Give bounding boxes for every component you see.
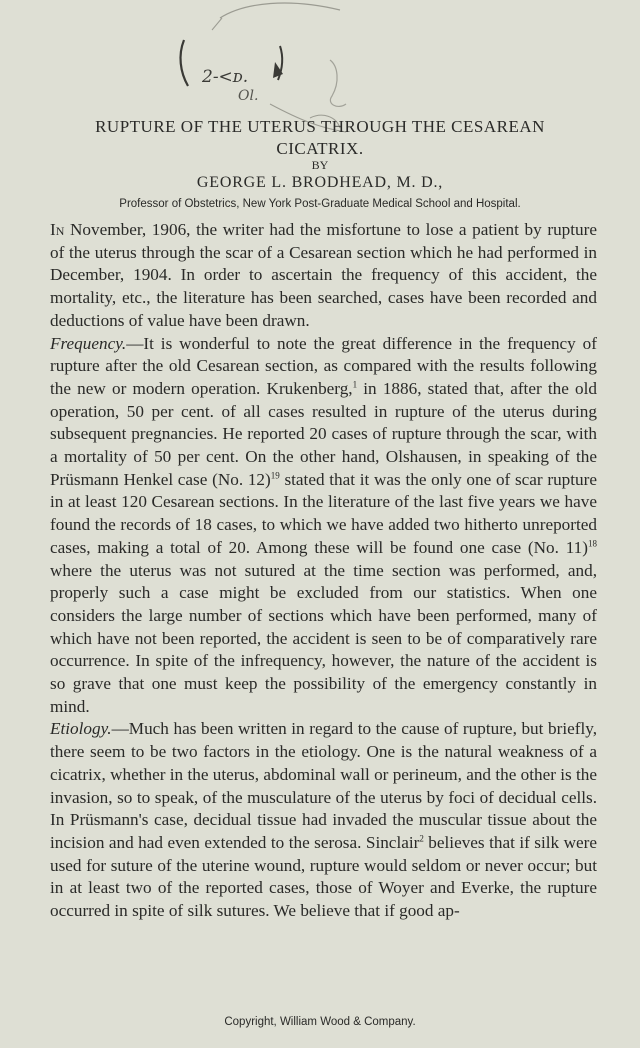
article-title <box>30 116 610 160</box>
paragraph-intro <box>50 219 597 333</box>
paragraph-text: —Much has been written in regard to the cause of rupture, but briefly, there seem to be two factors in the etiology. One is the natural weakness of a cicatrix, whether in the uterus, abdominal wall or perineum, and the other is the invasion, so to speak, of the musculature of the uterus by foci of decidual cells. In Prüsmann's case, decidual tissue had invaded the muscular tissue about the incision and had even extended to the serosa. Sinclair <box>50 719 597 852</box>
author-name: GEORGE L. BRODHEAD, M. D., <box>196 174 444 191</box>
copyright-footer: Copyright, William Wood & Company. <box>224 1016 416 1028</box>
section-heading-frequency: Frequency. <box>50 333 127 353</box>
footnote-ref: 2 <box>419 833 424 844</box>
paragraph-text: believes that if silk were used for suture of the uterine wound, rupture would seldom or never occur; but in at least two of the reported cases, those of Woyer and Everke, the rupture occurred in spite of silk sutures. We believe that if good ap- <box>50 832 597 921</box>
paragraph-text: where the uterus was not sutured at the time section was performed, and, properly such a case might be excluded from our statistics. When one considers the large number of sections which have been performed, many of which have not been reported, the accident is seen to be of comparatively rare occurrence. In spite of the infrequency, however, the nature of the accident is so grave that one must keep the possibility of the emergency constantly in mind. <box>50 560 597 716</box>
byline-by: BY <box>311 158 329 172</box>
article-title-line-2: CICATRIX. <box>276 139 364 158</box>
svg-text:2-<ᴅ.: 2-<ᴅ. <box>202 67 249 87</box>
paragraph-lead-word: In <box>50 220 65 239</box>
article-title-line-1: RUPTURE OF THE UTERUS THROUGH THE CESAREAN <box>95 117 545 136</box>
paragraph-text: November, 1906, the writer had the misfortune to lose a patient by rupture of the uterus through the scar of a Cesarean section which he had performed in December, 1904. In order to ascertain the frequency of this accident, the mortality, etc., the literature has been searched, cases have been recorded and deductions of value have been drawn. <box>50 220 597 330</box>
section-heading-etiology: Etiology. <box>50 719 112 739</box>
paragraph-etiology <box>50 718 597 922</box>
paragraph-text: in 1886, stated that, after the old operation, 50 per cent. of all cases resulted in rupture of the uterus during subsequent pregnancies. He reported 20 cases of rupture through the scar, with a mortality of 50 per cent. On the other hand, Olshausen, in speaking of the Prüsmann Henkel case (No. 12) <box>50 378 597 489</box>
footnote-ref: 19 <box>270 470 280 480</box>
footnote-ref: 18 <box>588 538 597 549</box>
author-affiliation: Professor of Obstetrics, New York Post-Graduate Medical School and Hospital. <box>119 198 521 210</box>
paragraph-text: —It is wonderful to note the great difference in the frequency of rupture after the old Cesarean section, as compared with the results following the new or modern operation. Krukenberg, <box>50 333 597 398</box>
paragraph-text: stated that it was the only one of scar rupture in at least 120 Cesarean sections. In the literature of the last five years we have found the records of 18 cases, to which we have added two hitherto unreported cases, making a total of 20. Among these will be found one case (No. 11) <box>50 469 597 557</box>
paragraph-frequency <box>50 333 597 719</box>
footnote-ref: 1 <box>352 379 358 390</box>
article-body <box>50 219 597 923</box>
svg-text:Ol.: Ol. <box>238 88 259 104</box>
